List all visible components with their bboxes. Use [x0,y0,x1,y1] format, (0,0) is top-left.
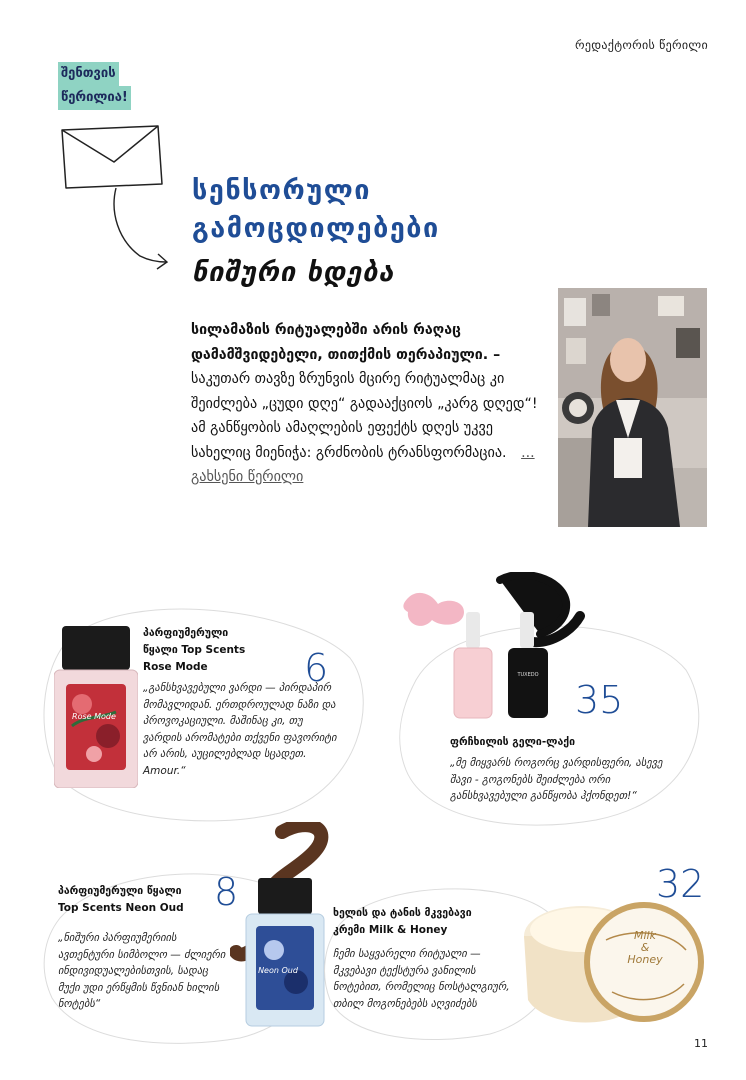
product-3-quote: „ნიშური პარფიუმერიის ავთენტური სიმბოლო — ძლიერი ინდივიდუალებისთვის, სადაც მუქი უდი ერწყმის წვნიან ხილის ნოტებს“ [58,932,226,1010]
title-line-1: სენსორული [192,175,371,206]
product-4-lid-line-1: Milk [634,929,656,942]
lead-bold: სილამაზის რიტუალებში არის რაღაც დამამშვიდებელი, თითქმის თერაპიული. – [191,322,501,363]
product-3-title-line-2: Top Scents Neon Oud [58,902,184,914]
article-subtitle: ნიშური ხდება [192,257,395,288]
product-4-lid-label [618,930,672,966]
product-1-image [54,626,138,788]
product-2-image [402,572,592,722]
envelope-icon [58,122,178,272]
product-2-page-number: 35 [575,678,624,722]
product-4-title-line-2: კრემი Milk & Honey [333,924,448,936]
product-4-lid-line-3: Honey [627,953,663,966]
section-label: რედაქტორის წერილი [575,38,708,52]
editor-tag [58,62,131,110]
read-more-link[interactable]: ... გახსენი წერილი [191,444,535,485]
product-3-bottle-label: Neon Oud [258,966,298,975]
product-3-page-number: 8 [214,870,239,914]
product-1-title-line-1: პარფიუმერული [143,627,229,639]
product-1-page-number: 6 [304,646,329,690]
product-2-title: ფრჩხილის გელი-ლაქი [450,736,576,748]
tag-line-2: წერილია! [58,86,131,110]
product-1-title [143,625,245,676]
product-4-lid-line-2: & [640,941,650,954]
tag-line-1: შენთვის [58,62,119,86]
product-1-title-line-3: Rose Mode [143,661,208,673]
product-4-page-number: 32 [656,862,705,906]
product-1-quote: „განსხვავებული ვარდი — პირდაპირ მომავლიდან. ერთდროულად ნაზი და პროვოკაციული. მაშინაც კი, თუ ვარდის არომატები თქვენი ფავორიტი არ არის, აუცილებლად სცადეთ. Amour.“ [143,682,337,777]
product-1-title-line-2: წყალი Top Scents [143,644,246,656]
lead-paragraph [191,318,551,490]
product-4-title [333,905,472,939]
product-4-quote: ჩემი საყვარელი რიტუალი — მკვებავი ტექსტურა ვანილის ნოტებით, რომელიც ნოსტალგიურ, თბილ მოგონებებს აღვიძებს [333,948,510,1010]
product-2-quote: „მე მიყვარს როგორც ვარდისფერი, ასევე შავი - გოგონებს შეიძლება ორი განსხვავებული განწყობა ჰქონდეთ!“ [450,757,663,802]
product-3-title-line-1: პარფიუმერული წყალი [58,885,182,897]
product-4-title-line-1: ხელის და ტანის მკვებავი [333,907,472,919]
page-number: 11 [694,1037,708,1050]
title-line-2: გამოცდილებები [192,213,440,244]
article-title [192,172,552,248]
product-2-bottle-label: TUXEDO [517,672,539,678]
editor-photo [558,288,707,527]
product-1-bottle-label: Rose Mode [72,712,116,721]
lead-text: საკუთარ თავზე ზრუნვის მცირე რიტუალმაც კი შეიძლება „ცუდი დღე“ გადააქციოს „კარგ დღედ“! ამ განწყობის ამაღლების ეფექტს დღეს უკვე სახელიც მიენიჭა: გრძნობის ტრანსფორმაცია. [191,371,538,461]
product-3-title [58,883,184,917]
